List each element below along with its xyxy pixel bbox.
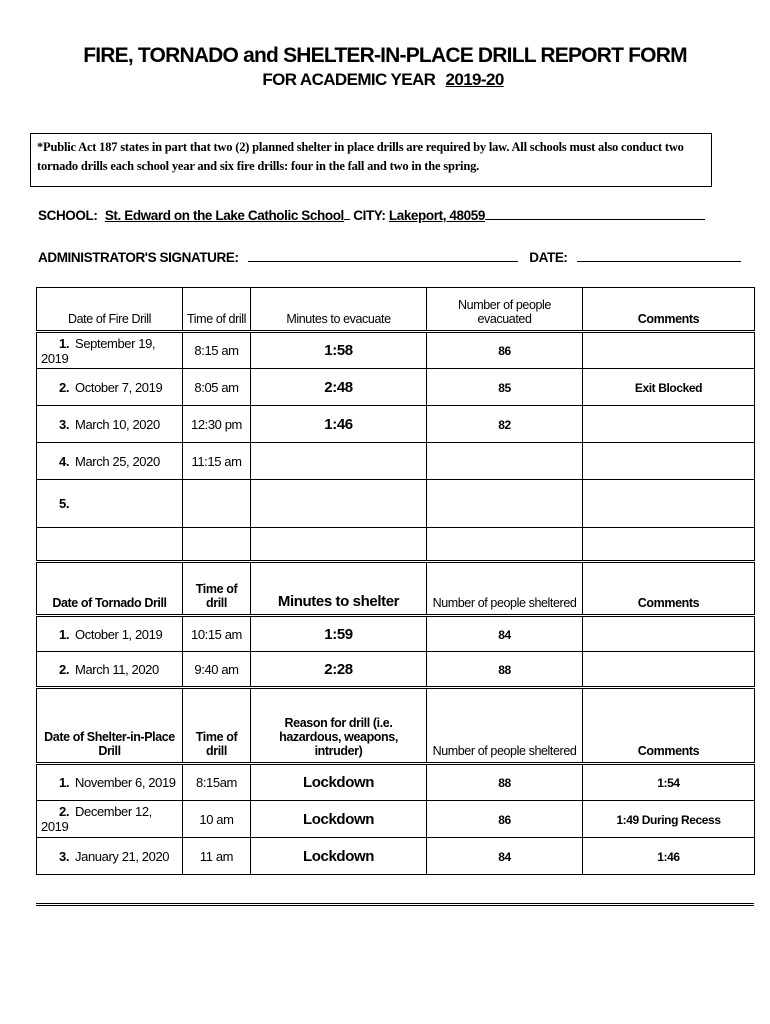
fire-row: [37, 480, 755, 528]
tornado-minutes-cell-text: 2:28: [324, 660, 353, 678]
tornado-row: [37, 616, 755, 652]
signature-label: ADMINISTRATOR'S SIGNATURE:: [38, 250, 239, 265]
fire-header-people-text: Number of people evacuated: [458, 298, 551, 326]
fire-header-comments: [583, 288, 755, 332]
fire-minutes-cell-text: 1:46: [324, 415, 353, 433]
fire-time-cell-text: 8:05 am: [194, 379, 239, 395]
fire-time-cell[interactable]: [183, 443, 251, 480]
drill-date: September 19, 2019: [41, 335, 156, 366]
school-city-row: [38, 207, 705, 223]
shelter-people-cell[interactable]: [427, 838, 583, 875]
fire-minutes-cell[interactable]: [251, 406, 427, 443]
fire-minutes-cell[interactable]: [251, 480, 427, 528]
shelter-time-cell-text: 10 am: [199, 811, 234, 827]
tornado-people-cell[interactable]: [427, 616, 583, 652]
shelter-time-cell[interactable]: [183, 801, 251, 838]
fire-header-date-text: Date of Fire Drill: [67, 312, 152, 326]
fire-date-cell[interactable]: [37, 369, 183, 406]
drill-date: November 6, 2019: [75, 775, 176, 790]
shelter-header-comments: [583, 688, 755, 764]
tornado-date-cell[interactable]: [37, 652, 183, 688]
fire-people-cell-text: 82: [498, 417, 511, 432]
row-number: 1.: [59, 775, 70, 790]
drill-date: December 12, 2019: [41, 804, 152, 834]
shelter-date-cell[interactable]: [37, 801, 183, 838]
fire-date-cell[interactable]: [37, 443, 183, 480]
row-number: 1.: [59, 335, 70, 351]
school-label: SCHOOL:: [38, 208, 98, 223]
fire-people-cell[interactable]: [427, 443, 583, 480]
fire-time-cell-text: 8:15 am: [194, 343, 239, 358]
tornado-comments-cell[interactable]: [583, 616, 755, 652]
fire-people-cell[interactable]: [427, 369, 583, 406]
fire-minutes-cell-text: 1:58: [324, 342, 353, 359]
shelter-row: [37, 764, 755, 801]
tornado-minutes-cell[interactable]: [251, 652, 427, 688]
fire-time-cell[interactable]: [183, 369, 251, 406]
row-number: 5.: [59, 496, 70, 511]
drill-date: March 10, 2020: [75, 416, 160, 432]
shelter-comments-cell-text: 1:46: [657, 849, 680, 864]
fire-spacer-cell: [183, 528, 251, 562]
shelter-row: [37, 801, 755, 838]
fire-minutes-cell[interactable]: [251, 369, 427, 406]
tornado-time-cell[interactable]: [183, 652, 251, 688]
city-field-blank[interactable]: [485, 207, 705, 220]
fire-header-time: [183, 288, 251, 332]
shelter-people-cell-text: 86: [498, 812, 511, 827]
fire-people-cell-text: 85: [498, 380, 511, 395]
row-number: 1.: [59, 626, 70, 642]
tornado-time-cell-text: 10:15 am: [190, 626, 242, 642]
tornado-people-cell[interactable]: [427, 652, 583, 688]
fire-header-date: [37, 288, 183, 332]
drill-date: March 11, 2020: [75, 661, 159, 677]
row-number: 2.: [59, 804, 70, 819]
fire-date-cell[interactable]: [37, 406, 183, 443]
fire-time-cell[interactable]: [183, 406, 251, 443]
fire-people-cell[interactable]: [427, 332, 583, 369]
tornado-header-row: [37, 562, 755, 616]
shelter-header-time-text: Time of drill: [195, 730, 238, 758]
fire-row: [37, 406, 755, 443]
tornado-header-measure-text: Minutes to shelter: [277, 593, 400, 610]
tornado-header-time-text: Time of drill: [195, 582, 238, 610]
fire-comments-cell[interactable]: [583, 406, 755, 443]
row-number: 2.: [59, 661, 70, 677]
tornado-header-date-text: Date of Tornado Drill: [52, 596, 167, 610]
fire-header-comments-text: Comments: [637, 312, 700, 326]
drill-date: March 25, 2020: [75, 453, 160, 469]
fire-row: [37, 369, 755, 406]
shelter-header-measure: [251, 688, 427, 764]
form-title: FIRE, TORNADO and SHELTER-IN-PLACE DRILL REPORT FORM: [83, 44, 687, 67]
fire-header-measure-text: Minutes to evacuate: [286, 312, 391, 326]
tornado-header-measure: [251, 562, 427, 616]
tornado-row: [37, 652, 755, 688]
shelter-reason-cell[interactable]: [251, 764, 427, 801]
shelter-time-cell-text: 8:15am: [196, 775, 237, 790]
tornado-time-cell[interactable]: [183, 616, 251, 652]
city-label: CITY:: [353, 208, 386, 223]
fire-header-people: [427, 288, 583, 332]
tornado-header-people: [427, 562, 583, 616]
tornado-time-cell-text: 9:40 am: [194, 661, 239, 677]
shelter-reason-cell-text: Lockdown: [303, 774, 374, 791]
shelter-time-cell[interactable]: [183, 838, 251, 875]
city-field[interactable]: Lakeport, 48059: [388, 208, 485, 223]
drill-report-table: [36, 287, 755, 875]
date-field[interactable]: [577, 249, 741, 262]
tornado-header-comments-text: Comments: [637, 596, 700, 610]
fire-date-cell[interactable]: [37, 480, 183, 528]
shelter-header-time: [183, 688, 251, 764]
shelter-time-cell-text: 11 am: [199, 848, 234, 864]
shelter-comments-cell-text: 1:54: [657, 776, 680, 790]
fire-minutes-cell[interactable]: [251, 443, 427, 480]
shelter-comments-cell[interactable]: [583, 838, 755, 875]
row-number: 3.: [59, 848, 70, 864]
drill-date: October 1, 2019: [75, 626, 163, 642]
shelter-header-comments-text: Comments: [637, 744, 700, 758]
fire-header-measure: [251, 288, 427, 332]
academic-year-label: FOR ACADEMIC YEAR: [262, 70, 436, 89]
fire-people-cell[interactable]: [427, 406, 583, 443]
fire-spacer-cell: [37, 528, 183, 562]
shelter-header-date: [37, 688, 183, 764]
fire-header-time-text: Time of drill: [187, 312, 246, 326]
fire-spacer-cell: [583, 528, 755, 562]
row-number: 4.: [59, 453, 70, 469]
fire-time-cell-text: 11:15 am: [191, 453, 242, 469]
fire-minutes-cell-text: 2:48: [324, 378, 353, 396]
shelter-comments-cell[interactable]: [583, 801, 755, 838]
shelter-people-cell[interactable]: [427, 764, 583, 801]
tornado-people-cell-text: 84: [498, 627, 511, 642]
fire-spacer-cell: [251, 528, 427, 562]
shelter-reason-cell[interactable]: [251, 838, 427, 875]
shelter-reason-cell-text: Lockdown: [303, 847, 374, 865]
shelter-people-cell[interactable]: [427, 801, 583, 838]
fire-row: [37, 332, 755, 369]
shelter-row: [37, 838, 755, 875]
fire-time-cell[interactable]: [183, 332, 251, 369]
fire-time-cell[interactable]: [183, 480, 251, 528]
fire-date-cell[interactable]: [37, 332, 183, 369]
tornado-header-people-text: Number of people sheltered: [432, 596, 577, 610]
drill-date: October 7, 2019: [75, 379, 163, 395]
shelter-people-cell-text: 88: [498, 776, 511, 790]
signature-field[interactable]: [248, 249, 518, 262]
tornado-minutes-cell-text: 1:59: [324, 625, 353, 643]
public-act-notice: *Public Act 187 states in part that two (2) planned shelter in place drills are required by law. All schools must also conduct two tornado drills each school year and six fire drills: four in the fall and two in the spring.: [30, 133, 712, 187]
signature-row: [38, 249, 741, 265]
tornado-people-cell-text: 88: [498, 662, 511, 677]
fire-comments-cell[interactable]: [583, 332, 755, 369]
row-number: 2.: [59, 379, 70, 395]
school-name-field[interactable]: St. Edward on the Lake Catholic School: [104, 208, 344, 223]
academic-year-line: [0, 70, 770, 90]
fire-people-cell-text: 86: [498, 344, 511, 358]
tornado-header-date: [37, 562, 183, 616]
shelter-date-cell[interactable]: [37, 838, 183, 875]
fire-row: [37, 443, 755, 480]
shelter-time-cell[interactable]: [183, 764, 251, 801]
shelter-reason-cell-text: Lockdown: [303, 810, 374, 828]
academic-year-value: 2019-20: [445, 70, 504, 89]
drill-date: January 21, 2020: [75, 848, 170, 864]
table-bottom-rule: [36, 903, 754, 906]
fire-header-row: [37, 288, 755, 332]
shelter-people-cell-text: 84: [498, 849, 511, 864]
date-label: DATE:: [529, 250, 568, 265]
fire-spacer-cell: [427, 528, 583, 562]
fire-people-cell[interactable]: [427, 480, 583, 528]
shelter-header-people-text: Number of people sheltered: [432, 744, 577, 758]
tornado-comments-cell[interactable]: [583, 652, 755, 688]
shelter-date-cell[interactable]: [37, 764, 183, 801]
row-number: 3.: [59, 416, 70, 432]
tornado-header-time: [183, 562, 251, 616]
fire-minutes-cell[interactable]: [251, 332, 427, 369]
tornado-minutes-cell[interactable]: [251, 616, 427, 652]
fire-comments-cell[interactable]: [583, 443, 755, 480]
shelter-header-people: [427, 688, 583, 764]
shelter-header-date-text: Date of Shelter-in-Place Drill: [44, 730, 175, 758]
fire-comments-cell[interactable]: [583, 480, 755, 528]
shelter-reason-cell[interactable]: [251, 801, 427, 838]
tornado-header-comments: [583, 562, 755, 616]
shelter-header-row: [37, 688, 755, 764]
shelter-header-measure-text: Reason for drill (i.e. hazardous, weapons, intruder): [279, 716, 398, 758]
shelter-comments-cell[interactable]: [583, 764, 755, 801]
fire-comments-cell-text: Exit Blocked: [634, 380, 703, 395]
fire-comments-cell[interactable]: [583, 369, 755, 406]
fire-spacer-row: [37, 528, 755, 562]
shelter-comments-cell-text: 1:49 During Recess: [616, 812, 721, 827]
tornado-date-cell[interactable]: [37, 616, 183, 652]
fire-time-cell-text: 12:30 pm: [190, 416, 242, 432]
